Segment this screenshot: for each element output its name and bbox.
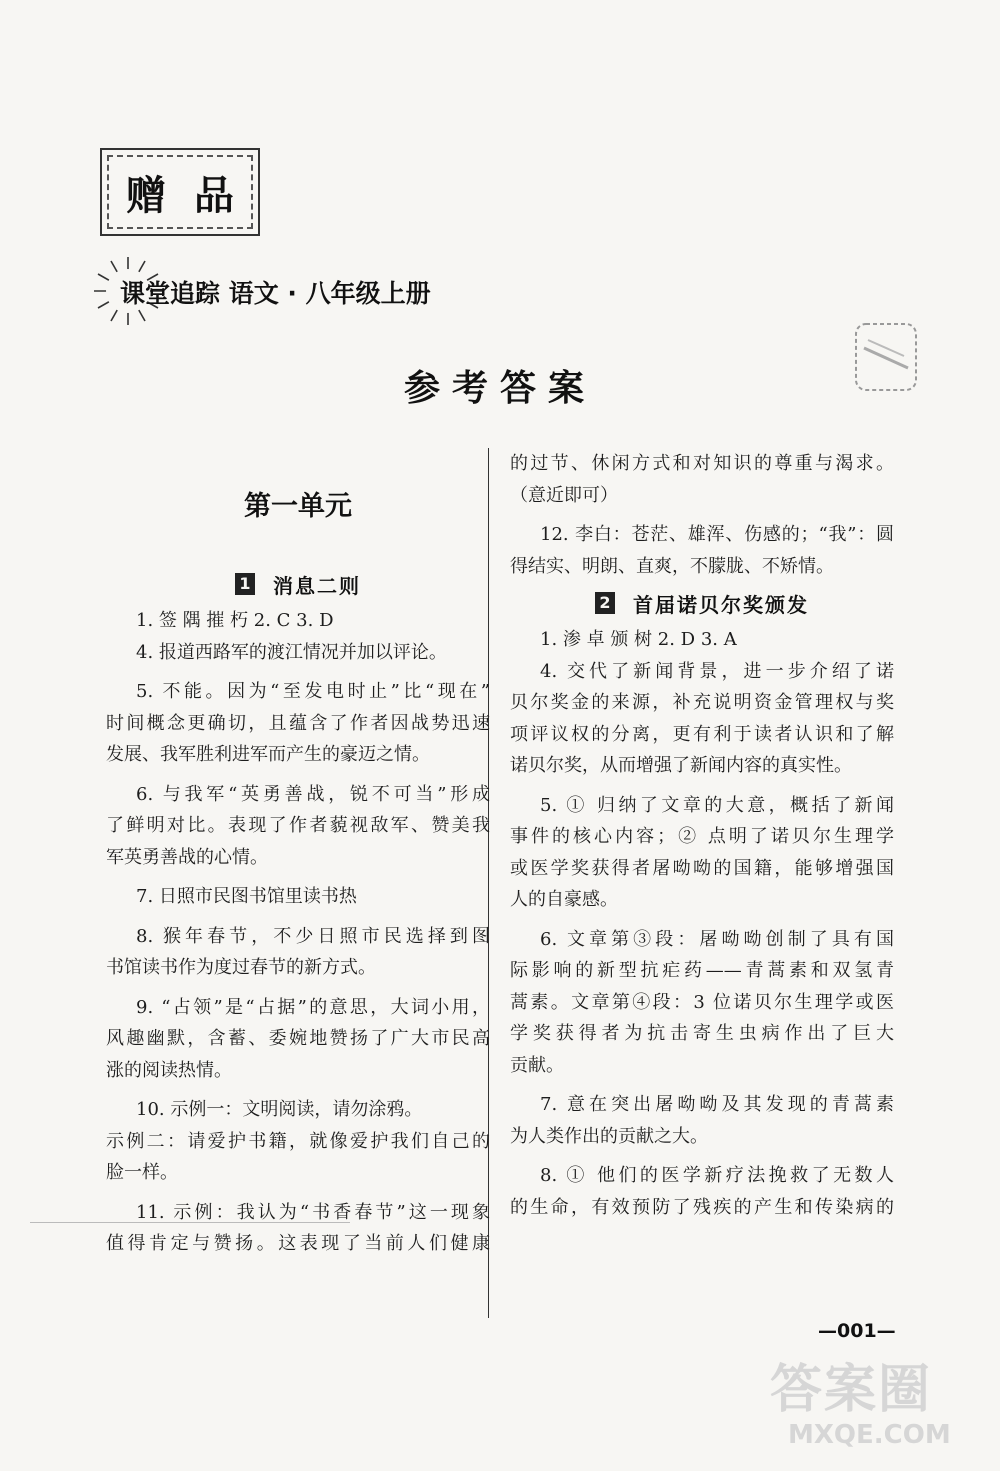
answer-line: 10. 示例一：文明阅读，请勿涂鸦。 xyxy=(136,1099,423,1120)
gift-label: 赠品 xyxy=(126,172,262,219)
page-title: 参考答案 xyxy=(403,368,596,409)
left-column xyxy=(106,448,490,1260)
watermark-main: 答案圈 xyxy=(770,1360,933,1420)
answer-line: 11. 示例：我认为“书香春节”这一现象 xyxy=(136,1201,490,1223)
watermark xyxy=(770,1360,980,1460)
answer-line: 5. 不能。因为“至发电时止”比“现在” xyxy=(136,681,490,702)
answer-line: 时间概念更确切，且蕴含了作者因战势迅速 xyxy=(106,712,490,734)
answer-line: 贝尔奖金的来源，补充说明资金管理权与奖 xyxy=(510,692,894,713)
answer-line: 1. 签 隅 摧 朽 2. C 3. D xyxy=(136,610,334,631)
answer-line: 8. ① 他们的医学新疗法挽救了无数人 xyxy=(540,1165,894,1186)
answer-line: 值得肯定与赞扬。这表现了当前人们健康 xyxy=(106,1233,490,1254)
answer-line: 6. 与我军“英勇善战，锐不可当”形成 xyxy=(136,783,490,805)
answer-line: 蒿素。文章第④段：3 位诺贝尔生理学或医 xyxy=(510,991,894,1013)
answer-line: 8. 猴年春节，不少日照市民选择到图 xyxy=(136,925,490,947)
section-heading xyxy=(106,563,490,605)
answer-line: 学奖获得者为抗击寄生虫病作出了巨大 xyxy=(510,1023,894,1044)
section-number: 2 xyxy=(595,592,615,614)
answer-line: 5. ① 归纳了文章的大意，概括了新闻 xyxy=(540,794,894,816)
section-number: 1 xyxy=(235,573,255,595)
page-number: —001— xyxy=(818,1320,896,1342)
section-title: 消息二则 xyxy=(273,573,361,598)
answer-line: 或医学奖获得者屠呦呦的国籍，能够增强国 xyxy=(510,857,894,879)
answer-line: 7. 日照市民图书馆里读书热 xyxy=(136,886,357,907)
series-header xyxy=(88,255,508,327)
answer-line: 1. 渗 卓 颁 树 2. D 3. A xyxy=(540,629,737,650)
answer-line: 7. 意在突出屠呦呦及其发现的青蒿素 xyxy=(540,1094,894,1115)
answer-line: 示例二：请爱护书籍，就像爱护我们自己的 xyxy=(106,1130,490,1152)
series-title: 课堂追踪 语文 · 八年级上册 xyxy=(120,279,431,308)
unit-title: 第一单元 xyxy=(244,491,352,522)
answer-line: 风趣幽默，含蓄、委婉地赞扬了广大市民高 xyxy=(106,1028,490,1049)
answer-line: 9. “占领”是“占据”的意思，大词小用， xyxy=(136,996,490,1018)
answer-line: 涨的阅读热情。 xyxy=(106,1059,232,1081)
answer-line: 诺贝尔奖，从而增强了新闻内容的真实性。 xyxy=(510,755,852,776)
gift-badge xyxy=(100,148,260,236)
answer-line: 了鲜明对比。表现了作者藐视敌军、赞美我 xyxy=(106,815,490,836)
answer-line: 4. 交代了新闻背景，进一步介绍了诺 xyxy=(540,660,894,682)
answer-line: 脸一样。 xyxy=(106,1162,178,1183)
section-title: 首届诺贝尔奖颁发 xyxy=(633,592,809,617)
section-heading xyxy=(510,582,894,624)
answer-line: 贡献。 xyxy=(510,1054,564,1076)
answer-line: 12. 李白：苍茫、雄浑、伤感的；“我”：圆 xyxy=(540,524,894,545)
answer-line: 项评议权的分离，更有利于读者认识和了解 xyxy=(510,723,894,745)
answer-line: 书馆读书作为度过春节的新方式。 xyxy=(106,957,376,978)
answer-line: 事件的核心内容；② 点明了诺贝尔生理学 xyxy=(510,826,894,847)
answer-line: 的生命，有效预防了残疾的产生和传染病的 xyxy=(510,1196,894,1218)
scan-line xyxy=(30,1222,350,1223)
answer-line: 军英勇善战的心情。 xyxy=(106,846,268,868)
answer-line: 发展、我军胜利进军而产生的豪迈之情。 xyxy=(106,744,430,765)
answer-line: 得结实、明朗、直爽，不朦胧、不矫情。 xyxy=(510,555,834,577)
answer-line: 4. 报道西路军的渡江情况并加以评论。 xyxy=(136,641,447,663)
answer-line: 的过节、休闲方式和对知识的尊重与渴求。 xyxy=(510,453,894,474)
answer-line: 为人类作出的贡献之大。 xyxy=(510,1125,708,1147)
answer-line: 际影响的新型抗疟药——青蒿素和双氢青 xyxy=(510,960,894,981)
answer-line: （意近即可） xyxy=(510,484,618,506)
answer-line: 6. 文章第③段：屠呦呦创制了具有国 xyxy=(540,928,894,950)
answer-line: 人的自豪感。 xyxy=(510,889,618,910)
watermark-domain: MXQE.COM xyxy=(788,1420,951,1450)
right-column xyxy=(510,448,894,1223)
